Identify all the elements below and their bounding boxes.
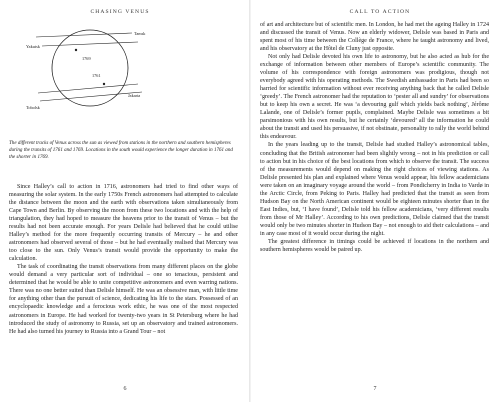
right-page	[250, 0, 500, 402]
venus-dot	[103, 83, 105, 85]
venus-dot	[75, 49, 77, 51]
track-1769-north	[36, 33, 132, 37]
page-number: 7	[373, 386, 377, 392]
label-1761: 1761	[92, 73, 101, 78]
transit-diagram-svg	[28, 21, 148, 117]
paragraph: of art and architecture but of scientific men. In London, he had met the ageing Halley in 1724 and discussed the transit of Venus. Now an elderly widower, Delisle was based in Paris and spent most of his time between the Collège de France, where he taught astronomy and lived, and his observatory at the Hôtel de Cluny just opposite.	[260, 22, 489, 53]
label-1769: 1769	[82, 56, 91, 61]
paragraph: In the years leading up to the transit, Delisle had studied Halley’s astronomical tables, concluding that the British astronomer had been slightly wrong – not in his prediction or call to action but in his choice of the best locations from which to observe the transit. The success of the measurements would depend on making the right choices of viewing stations. As Delisle presented his plan and explained where Venus would appear, his fellow academicians were taken on an imaginary voyage around the world – from Pondicherry in India to Vardø in the Arctic Circle, from Peking to Paris. Halley had predicted that the transit as seen from Hudson Bay on the North American continent would be eighteen minutes shorter than in the East Indies, but, ‘I have found’, Delisle told his fellow academicians, ‘very different results from those of Mr Halley’. According to his own predictions, Delisle claimed that the transit would only be two minutes shorter in Hudson Bay – not enough to aid their calculations – and in any case most of it would occur during the night.	[260, 142, 489, 237]
label-jakarta: Jakarta	[128, 93, 141, 98]
paragraph: The task of coordinating the transit observations from many different places on the globe would demand a very particular sort of individual – one so tenacious, persistent and determined that he would be able to unite competitive astronomers and even warring nations. There was no one better suited than Delisle himself. He was an obsessive man, with little time for anything other than the pursuit of science, dedicating his life to the stars. Possessed of an encyclopaedic knowledge and a ferocious work ethic, he was one of the most respected astronomers in Europe. He had worked for twenty-two years in St Petersburg where he had introduced the study of astronomy to Russia, set up an observatory and trained astronomers. He had also turned his journey to Russia into a Grand Tour – not	[9, 264, 238, 335]
paragraph: Since Halley’s call to action in 1716, astronomers had tried to find other ways of measuring the solar system. In the early 1750s French astronomers had attempted to calculate the distance between the moon and the earth with observations taken simultaneously from Cape Town and Berlin. By observing the moon from these two locations and with the help of triangulation, they had hoped to measure the heavens prior to the transit of Venus – but the results had not been accurate enough. For years Delisle had believed that he could utilise Halley’s method for the more frequently occurring transits of Mercury – he and other astronomers had observed several of those – but he had eventually realised that Mercury was too close to the sun. Only Venus’s transit would provide the opportunity to make the calculation.	[9, 184, 238, 263]
track-1769-south	[42, 42, 138, 46]
paragraph: The greatest difference in timings could be achieved if locations in the northern and southern hemispheres would be paired up.	[260, 238, 489, 253]
track-1761-south	[40, 92, 142, 101]
running-head: CHASING VENUS	[90, 9, 150, 15]
figure-caption: The different tracks of Venus across the sun as viewed from stations in the northern and southern hemispheres during the transits of 1761 and 1769. Locations in the south would experience the longer duration in 1761 and the shorter in 1769.	[9, 140, 233, 160]
transit-diagram	[28, 21, 148, 117]
label-tamsk: Tamsk	[134, 31, 146, 36]
paragraph: Not only had Delisle devoted his own life to astronomy, but he also acted as hub for the exchange of information between other members of Europe’s scientific community. The volume of his correspondence with foreign astronomers was prodigious, though not everybody agreed with his operating methods. The Swedish ambassador in Paris had been so harried for scientific information without ever receiving anything back that he called Delisle ‘greedy’. The French astronomer had the reputation to ‘pester all and sundry’ for observations but to keep his own a secret. He was ‘a devouring gulf which yields back nothing’, Jérôme Lalande, one of Delisle’s former pupils, complained. Maybe Delisle was sometimes a bit parsimonious with his own results, but he certainly ‘devoured’ all the information he could about the transit and used his persuasive, if not obstinate, personality to rally the world behind this endeavour.	[260, 54, 489, 141]
sun-disc	[52, 30, 128, 106]
label-yakutsk: Yakutsk	[26, 44, 40, 49]
page-number: 6	[123, 386, 127, 392]
running-head: CALL TO ACTION	[349, 9, 411, 15]
track-1761-north	[38, 84, 138, 93]
right-body-text	[260, 21, 489, 254]
label-tobolsk: Tobolsk	[26, 105, 40, 110]
left-body-text	[9, 183, 238, 336]
